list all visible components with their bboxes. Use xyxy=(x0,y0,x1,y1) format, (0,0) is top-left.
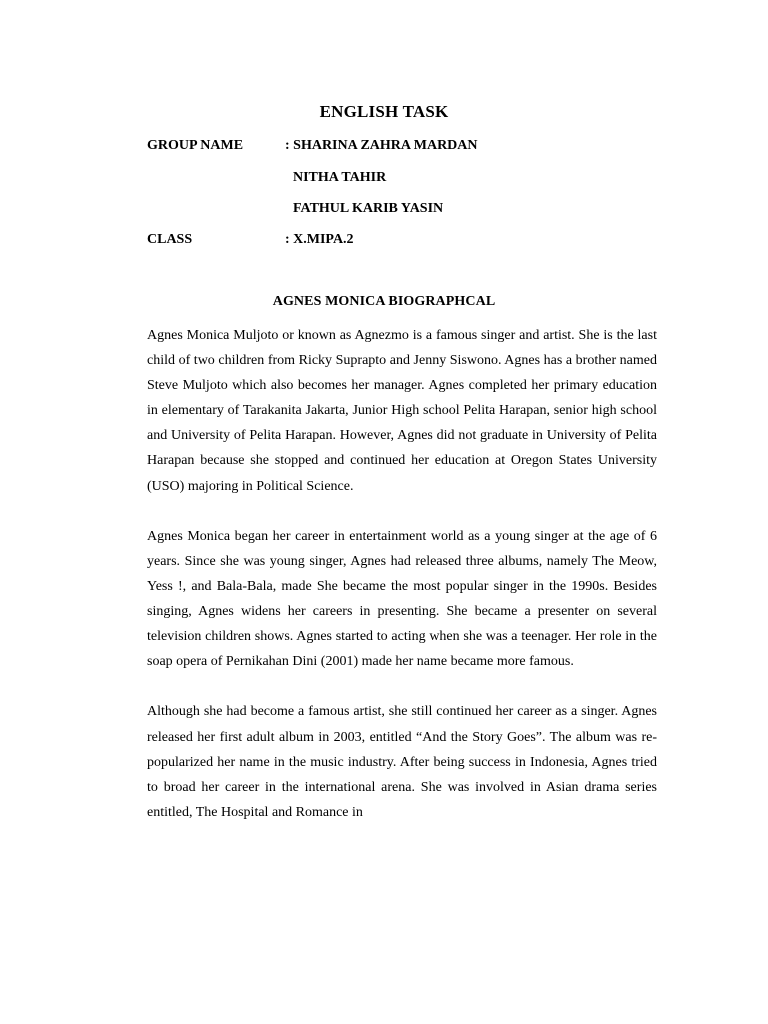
class-value: : X.MIPA.2 xyxy=(285,232,354,247)
paragraph-2: Agnes Monica began her career in entertainment world as a young singer at the age of 6 years. Since she was young singer, Agnes had released three albums, namely The Meow, Yess !, and Bala-Bala, made She became the most popular singer in the 1990s. Besides singing, Agnes widens her careers in presenting. She became a presenter on several television children shows. Agnes started to acting when she was a teenager. Her role in the soap opera of Pernikahan Dini (2001) made her name became more famous. xyxy=(147,528,657,670)
document-title: ENGLISH TASK xyxy=(319,102,449,121)
group-member-2: NITHA TAHIR xyxy=(293,170,387,185)
group-member-1: : SHARINA ZAHRA MARDAN xyxy=(285,138,478,153)
group-member-3: FATHUL KARIB YASIN xyxy=(293,201,444,216)
paragraph-3: Although she had become a famous artist, she still continued her career as a singer. Agnes released her first adult album in 2003, entitled “And the Story Goes”. The album was re-popularized her name in the music industry. After being success in Indonesia, Agnes tried to broad her career in the international arena. She was involved in Asian drama series entitled, The Hospital and Romance in xyxy=(147,704,657,820)
biography-heading: AGNES MONICA BIOGRAPHCAL xyxy=(272,294,496,309)
paragraph-1: Agnes Monica Muljoto or known as Agnezmo is a famous singer and artist. She is the last child of two children from Ricky Suprapto and Jenny Siswono. Agnes has a brother named Steve Muljoto which also becomes her manager. Agnes completed her primary education in elementary of Tarakanita Jakarta, Junior High school Pelita Harapan, senior high school and University of Pelita Harapan. However, Agnes did not graduate in University of Pelita Harapan because she stopped and continued her education at Oregon States University (USO) majoring in Political Science. xyxy=(147,328,657,494)
class-label: CLASS xyxy=(147,232,193,247)
group-name-label: GROUP NAME xyxy=(147,138,244,153)
biography-body xyxy=(147,323,657,850)
